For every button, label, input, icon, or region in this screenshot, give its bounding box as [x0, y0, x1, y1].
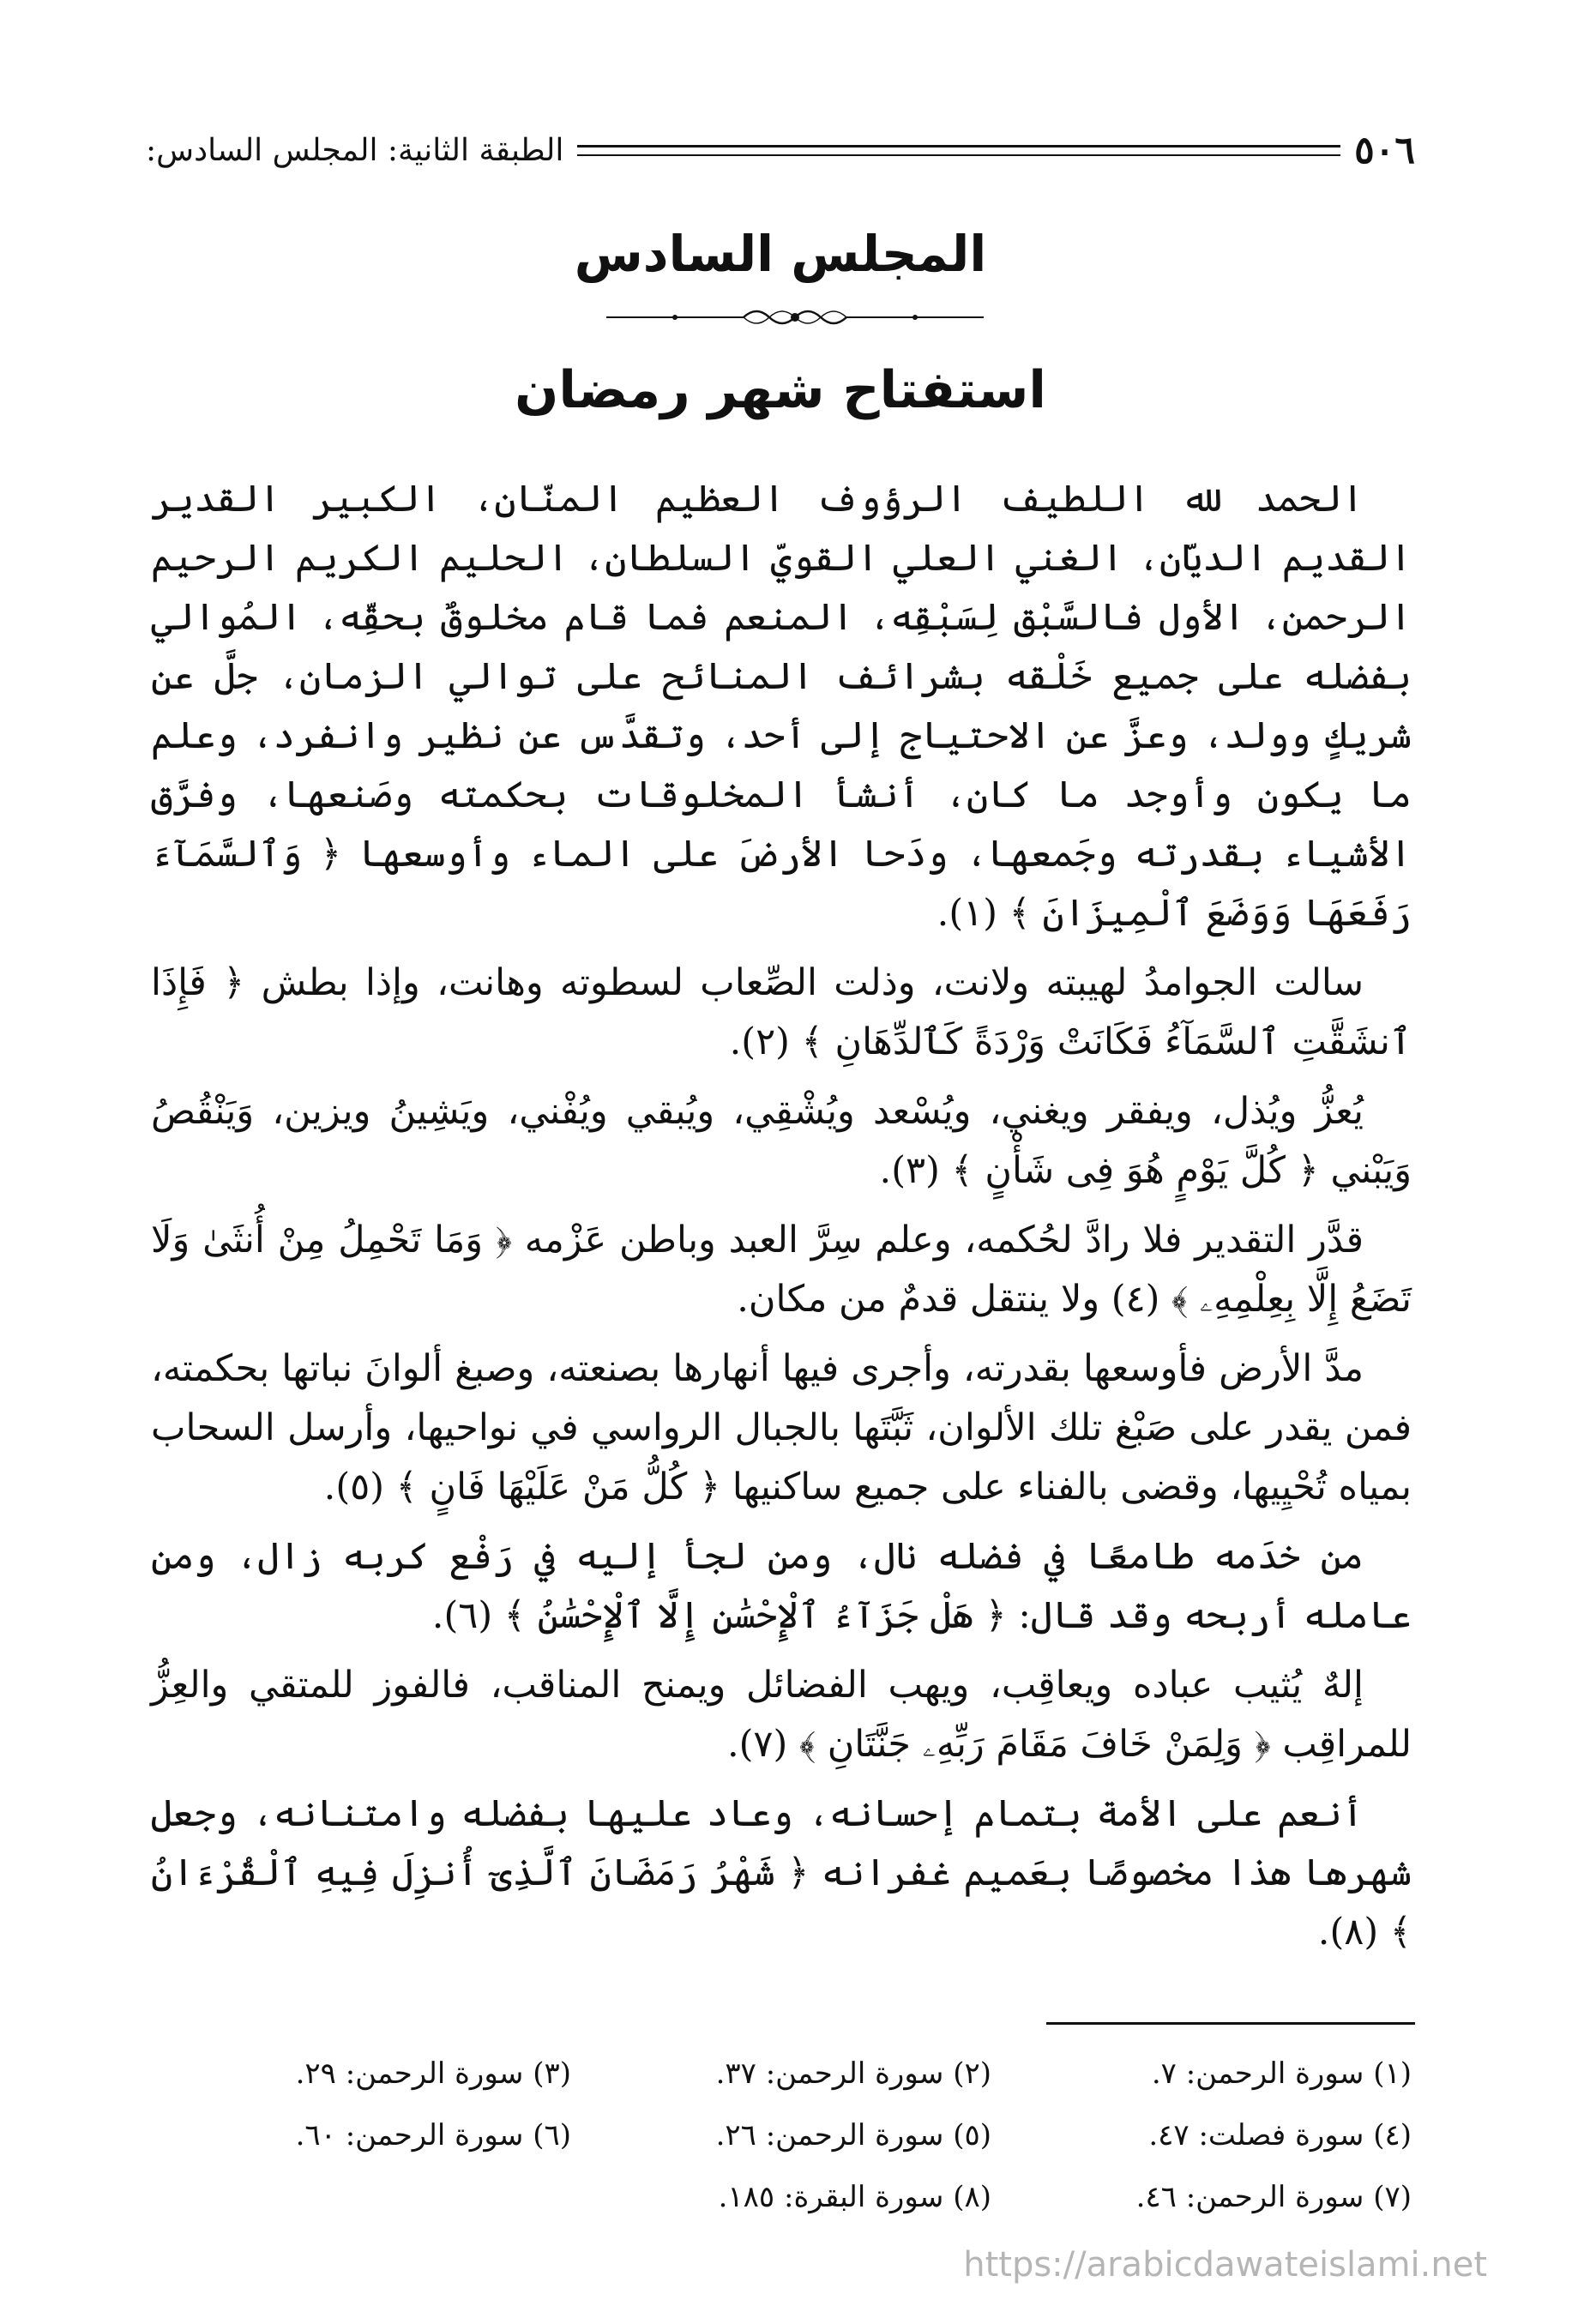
running-title: الطبقة الثانية: المجلس السادس: [146, 132, 564, 168]
quran-verse: ﴿ هَلْ جَزَآءُ ٱلْإِحْسَٰنِ إِلَّا ٱلْإِحْسَٰنُ ﴾ [503, 1594, 1007, 1637]
quran-verse: ﴿ وَمَا تَحْمِلُ مِنْ أُنثَىٰ وَلَا تَضَعُ إِلَّا بِعِلْمِهِۦ ﴾ [151, 1219, 1412, 1321]
paragraph: سالت الجوامدُ لهيبته ولانت، وذلت الصِّعاب لسطوته وهانت، وإذا بطش ﴿ فَإِذَا ٱنشَقَّتِ ٱلسَّمَآءُ فَكَانَتْ وَرْدَةً كَٱلدِّهَانِ ﴾ (٢). [151, 961, 1412, 1063]
watermark-url: https://arabicdawateislami.net [963, 2245, 1487, 2285]
quran-verse: ﴿ وَٱلسَّمَآءَ رَفَعَهَا وَوَضَعَ ٱلْمِيزَانَ ﴾ [151, 833, 1412, 935]
header-double-rule [577, 145, 1340, 156]
footnote: (٢) سورة الرحمن: ٣٧. [715, 2056, 991, 2091]
footnote: (٥) سورة الرحمن: ٢٦. [715, 2118, 991, 2152]
footnote: (٨) سورة البقرة: ١٨٥. [718, 2180, 991, 2214]
paragraph: أنعم على الأمة بتمام إحسانه، وعاد عليها بفضله وامتنانه، وجعل شهرها هذا مخصوصًا بعَميم غفرانه ﴿ شَهْرُ رَمَضَانَ ٱلَّذِىٓ أُنزِلَ فِيهِ ٱلْقُرْءَانُ ﴾ (٨). [151, 1792, 1412, 1954]
running-header [146, 120, 1415, 180]
paragraph: قدَّر التقدير فلا رادَّ لحُكمه، وعلم سِرَّ العبد وباطن عَزْمه ﴿ وَمَا تَحْمِلُ مِنْ أُنثَىٰ وَلَا تَضَعُ إِلَّا بِعِلْمِهِۦ ﴾ (٤) ولا ينتقل قدمٌ من مكان. [151, 1219, 1412, 1321]
quran-verse: ﴿ فَإِذَا ٱنشَقَّتِ ٱلسَّمَآءُ فَكَانَتْ وَرْدَةً كَٱلدِّهَانِ ﴾ [151, 961, 1412, 1063]
footnote-ref: (٨) [1329, 1911, 1379, 1954]
footnote: (٤) سورة فصلت: ٤٧. [1148, 2118, 1412, 2152]
footnote: (٧) سورة الرحمن: ٤٦. [1135, 2180, 1412, 2214]
footnotes [151, 2043, 1412, 2228]
title-ornament-divider [606, 302, 984, 333]
paragraph: مدَّ الأرض فأوسعها بقدرته، وأجرى فيها أنهارها بصنعته، وصبغ ألوانَ نباتها بحكمته، فمن يقدر على صَبْغ تلك الألوان، ثَبَّتَها بالجبال الرواسي في نواحيها، وأرسل السحاب بمياه تُحْيِيها، وقضى بالفناء على جميع ساكنيها ﴿ كُلُّ مَنْ عَلَيْهَا فَانٍ ﴾ (٥). [151, 1347, 1412, 1508]
section-title: استفتاح شهر رمضان [515, 360, 1046, 420]
quran-verse: ﴿ كُلُّ مَنْ عَلَيْهَا فَانٍ ﴾ [395, 1466, 721, 1508]
footnote-ref: (٣) [891, 1149, 940, 1192]
footnote-ref: (٤) [1111, 1278, 1160, 1321]
body-text [151, 470, 1412, 1972]
footnote-ref: (١) [949, 892, 997, 935]
footnote-ref: (٦) [443, 1594, 493, 1637]
quran-verse: ﴿ وَلِمَنْ خَافَ مَقَامَ رَبِّهِۦ جَنَّتَانِ ﴾ [798, 1723, 1271, 1766]
footnote-ref: (٢) [741, 1021, 790, 1063]
paragraph: الحمد لله اللطيف الرؤوف العظيم المنّان، الكبير القدير القديم الديّان، الغني العلي القويّ السلطان، الحليم الكريم الرحيم الرحمن، الأول فالسَّبْق لِسَبْقِه، المنعم فما قام مخلوقٌ بحقِّه، المُوالي بفضله على جميع خَلْقه بشرائف المنائح على توالي الزمان، جلَّ عن شريكٍ وولد، وعزَّ عن الاحتياج إلى أحد، وتقدَّس عن نظير وانفرد، وعلم ما يكون وأوجد ما كان، أنشأ المخلوقات بحكمته وصَنعها، وفرَّق الأشياء بقدرته وجَمعها، ودَحا الأرضَ على الماء وأوسعها ﴿ وَٱلسَّمَآءَ رَفَعَهَا وَوَضَعَ ٱلْمِيزَانَ ﴾ (١). [151, 478, 1412, 935]
footnote-row [151, 2166, 1412, 2228]
footnote-row [151, 2043, 1412, 2104]
footnote-separator [1046, 2022, 1415, 2025]
footnote: (٣) سورة الرحمن: ٢٩. [295, 2056, 571, 2091]
footnote-ref: (٧) [738, 1723, 788, 1766]
quran-verse: ﴿ كُلَّ يَوْمٍ هُوَ فِى شَأْنٍ ﴾ [951, 1149, 1319, 1192]
paragraph: يُعزُّ ويُذل، ويفقر ويغني، ويُسْعد ويُشْقِي، ويُبقي ويُفْني، ويَشِينُ ويزين، وَيَنْقُصُ وَيَبْني ﴿ كُلَّ يَوْمٍ هُوَ فِى شَأْنٍ ﴾ (٣). [151, 1090, 1412, 1192]
footnote-ref: (٥) [335, 1466, 384, 1508]
footnote-row [151, 2104, 1412, 2166]
paragraph: من خدَمه طامعًا في فضله نال، ومن لجأ إليه في رَفْع كربه زال، ومن عامله أربحه وقد قال: ﴿ هَلْ جَزَآءُ ٱلْإِحْسَٰنِ إِلَّا ٱلْإِحْسَٰنُ ﴾ (٦). [151, 1535, 1412, 1637]
footnote: (١) سورة الرحمن: ٧. [1151, 2056, 1412, 2091]
footnote: (٦) سورة الرحمن: ٦٠. [295, 2118, 571, 2152]
chapter-title: المجلس السادس [574, 225, 987, 283]
quran-verse: ﴿ شَهْرُ رَمَضَانَ ٱلَّذِىٓ أُنزِلَ فِيهِ ٱلْقُرْءَانُ ﴾ [151, 1851, 1412, 1954]
page-number: ٥٠٦ [1354, 128, 1415, 172]
paragraph: إلهٌ يُثيب عباده ويعاقِب، ويهب الفضائل ويمنح المناقب، فالفوز للمتقي والعِزُّ للمراقِب ﴿ وَلِمَنْ خَافَ مَقَامَ رَبِّهِۦ جَنَّتَانِ ﴾ (٧). [151, 1664, 1412, 1766]
